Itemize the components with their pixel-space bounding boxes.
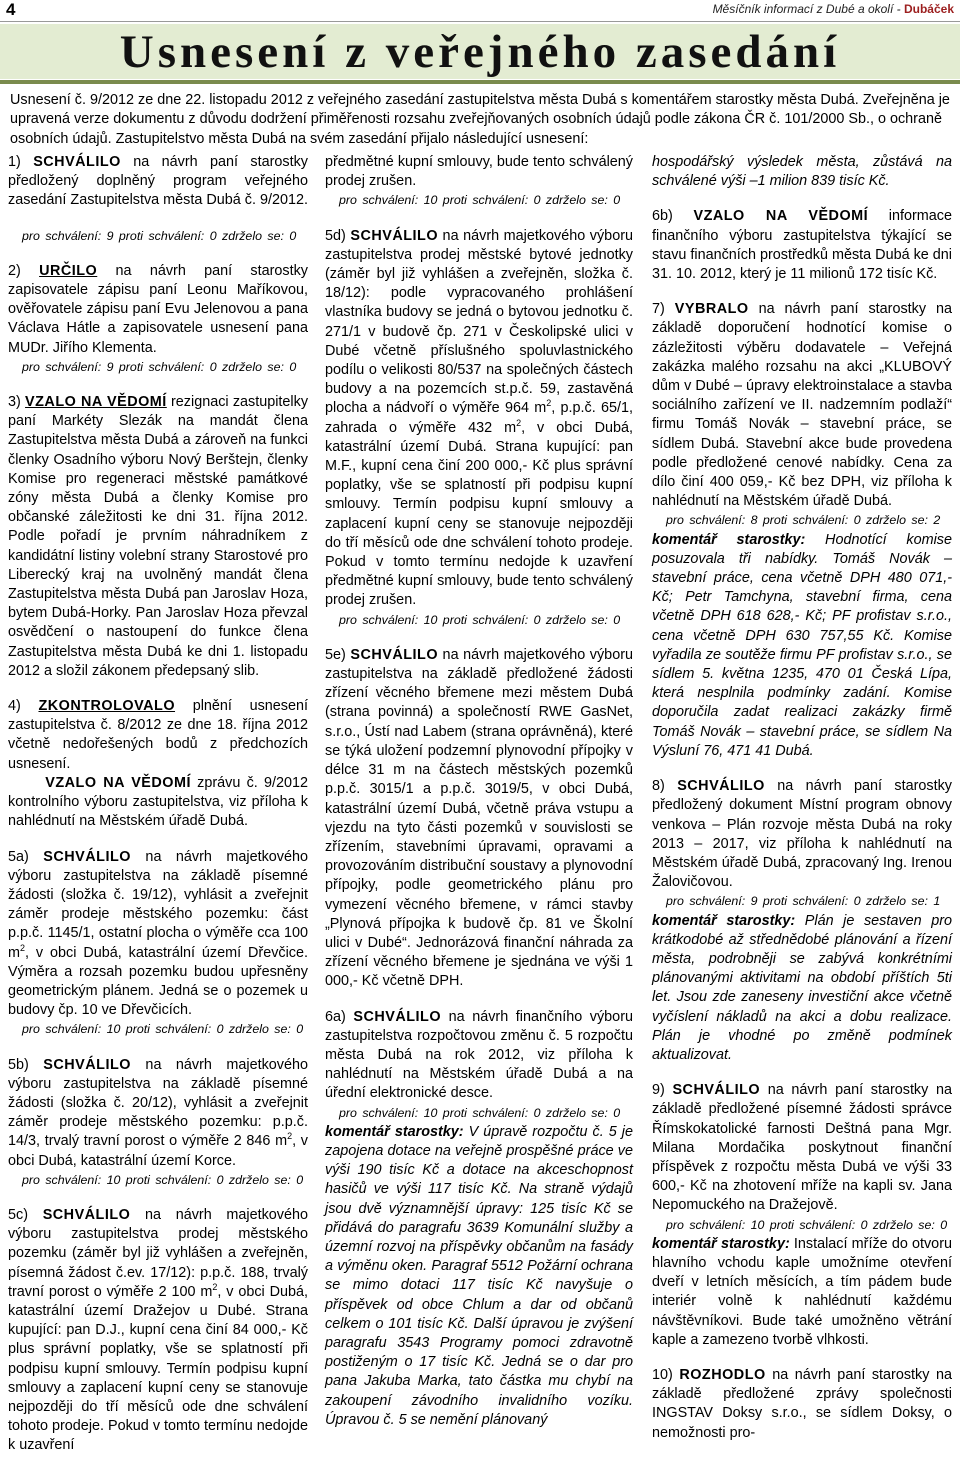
page-number: 4 xyxy=(6,0,16,19)
comment-label: komentář starostky: xyxy=(652,1235,790,1252)
title-underbar xyxy=(0,80,960,84)
resolution-9: 9) SCHVÁLILO na návrh paní starostky na základě předložené písemné žádosti správce Římskokatolické farnosti Deštná pana Mgr. Milana Mordačika poskytnout finanční příspěvek z rozpočtu města Dubá ve výši 33 600,- Kč na zhotovení mříže na kapli sv. Jana Nepomuckého na Dražejově. xyxy=(652,1082,952,1214)
vote-line: pro schválení: 10 proti schválení: 0 zdrželo se: 0 xyxy=(22,1022,304,1037)
resolution-6a: 6a) SCHVÁLILO na návrh finančního výboru zastupitelstva rozpočtovou změnu č. 5 rozpočtu města Dubá na rok 2012, viz příloha k nahlédnutí na Městském úřadě Dubá a na úřední elektronické desce. xyxy=(325,1008,633,1102)
mayor-comment: komentář starostky: V úpravě rozpočtu č. 5 je zapojena dotace na veřejně prospěšné práce ve výši 190 tisíc Kč a dotace na akceschopnost hasičů ve výši 117 tisíc Kč. Na straně výdajů jsou dvě významnější úpravy: 125 tisíc Kč se přidává do paragrafu 3639 Komunální služby a územní rozvoj na příspěvky občanům na fasády a výměnu oken. Paragraf 5512 Požární ochrana se mimo dotaci 117 tisíc Kč navyšuje o příspěvek od obce Chlum a dar od občanů celkem o 101 tisíc Kč. Další úpravou je zvýšení paragrafu 3543 Programy pomoci zdravotně postiženým o 17 tisíc Kč. Jedná se o dar pro pana Jakuba Marka, tato částka mu chybí na zakoupení závodního invalidního vozíku. Úpravou č. 5 se nemění plánovaný xyxy=(325,1123,634,1428)
page-title: Usnesení z veřejného zasedání xyxy=(119,26,841,78)
comment-label: komentář starostky: xyxy=(652,531,806,548)
keyword: SCHVÁLILO xyxy=(677,778,765,795)
header-rule xyxy=(0,21,960,22)
keyword: SCHVÁLILO xyxy=(33,154,121,170)
keyword: VZALO NA VĚDOMÍ xyxy=(25,394,167,411)
resolution-10: 10) ROZHODLO na návrh paní starostky na základě předložené zprávy společnosti INGSTAV Doksy s.r.o., se sídlem Doksy, o nemožnosti pro- xyxy=(652,1366,952,1441)
vote-line: pro schválení: 9 proti schválení: 0 zdrželo se: 0 xyxy=(22,228,297,243)
resolution-3: 3) VZALO NA VĚDOMÍ rezignaci zastupitelky paní Markéty Slezák na mandát člena Zastupitelstva města Dubá a zároveň na funkci členky Osadního výboru Nový Berštejn, členky Komise pro regeneraci městské památkové zóny města Dubá a členky Komise pro občanské záležitosti ke dni 31. října 2012. Podle pořadí je prvním náhradníkem z kandidátní listiny volební strany Starostové pro Liberecký kraj na uvolněný mandát člena Zastupitelstva města Dubá pan Jaroslav Hoza, bytem Dubá-Horky. Pan Jaroslav Hoza převzal osvědčení o nastoupení do funkce člena Zastupitelstva města Dubá ke dni 1. listopadu 2012 a složil zákonem předepsaný slib. xyxy=(8,394,309,679)
keyword: SCHVÁLILO xyxy=(350,227,439,244)
resolution-5c: 5c) SCHVÁLILO na návrh majetkového výboru zastupitelstva prodej městského pozemku (záměr byl již vyhlášen a zveřejněn, písemná žádost č.ev. 17/12): p.p.č. 188, trvalý travní porost o výměře 2 100 $m^2$, v obci Dubá, katastrální území Dražejov u Dubé. Strana kupující: pan D.J., kupní cena činí 84 000,- Kč plus správní poplatky, vše se splatností při podpisu kupní smlouvy. Termín podpisu kupní smlouvy a zaplacení kupní ceny se stanovuje nejpozději do tří měsíců ode dne schválení tohoto prodeje. Pokud v tomto termínu nedojde k uzavření xyxy=(8,1206,308,1454)
vote-line: pro schválení: 9 proti schválení: 0 zdrželo se: 1 xyxy=(666,894,941,909)
continuation-5c: předmětné kupní smlouvy, bude tento schválený prodej zrušen. xyxy=(325,154,633,190)
mayor-comment: komentář starostky: Plán je sestaven pro krátkodobé až střednědobé plánování a řízení města, podrobněji se zabývá konkrétními plánovanými aktivitami na období příštích 5ti let. Jsou zde zaneseny investiční akce včetně vyčíslení nákladů na akci a dobu realizace. Plán je vhodné po změně podmínek aktualizovat. xyxy=(652,912,952,1063)
vote-line: pro schválení: 9 proti schválení: 0 zdrželo se: 0 xyxy=(22,359,297,374)
resolution-8: 8) SCHVÁLILO na návrh paní starostky předložený dokument Místní program obnovy venkova – Plán rozvoje města Dubá na roky 2013 – 2017, viz příloha k nahlédnutí na Městském úřadě Dubá, zpracovaný Ing. Irenou Žalovičovou. xyxy=(652,778,952,891)
magazine-brand: Dubáček xyxy=(903,2,954,16)
keyword: SCHVÁLILO xyxy=(42,1206,131,1223)
resolution-5b: 5b) SCHVÁLILO na návrh majetkového výboru zastupitelstva na základě písemné žádosti (složka č. 20/12), vyhlásit a zveřejnit záměr prodeje městského pozemku: p.p.č. 14/3, trvalý travní porost o výměře 2 846 $m^2$, v obci Dubá, katastrální území Korce. xyxy=(8,1056,308,1169)
column-2 xyxy=(325,153,633,1446)
keyword: SCHVÁLILO xyxy=(350,646,439,663)
vote-line: pro schválení: 10 proti schválení: 0 zdrželo se: 0 xyxy=(339,193,621,208)
keyword: SCHVÁLILO xyxy=(43,1056,131,1073)
keyword: VZALO NA VĚDOMÍ xyxy=(693,208,869,225)
keyword: VYBRALO xyxy=(674,301,749,318)
resolution-4: 4) ZKONTROLOVALO plnění usnesení zastupitelstva č. 8/2012 ze dne 18. října 2012 včetně nedořešených bodů z předchozích usnesení. VZALO NA VĚDOMÍ zprávu č. 9/2012 kontrolního výboru zastupitelstva, viz příloha k nahlédnutí na Městském úřadě Dubá. xyxy=(8,698,308,830)
page-header xyxy=(0,0,960,22)
resolution-5d: 5d) SCHVÁLILO na návrh majetkového výboru zastupitelstva prodej městské bytové jednotky (záměr byl již vyhlášen a zveřejněn, složka č. 18/12): podle vypracovaného prohlášení vlastníka budovy se jedná o bytovou jednotku č. 271/1 v budově čp. 271 v Českolipské ulici v Dubé včetně příslušného spoluvlastnického podílu o velikosti 80/537 na společných částech budovy a na pozemcích st.p.č. 59, zastavěná plocha a nádvoří o výměře 964 $m^2$, p.p.č. 65/1, zahrada o výměře 432 $m^2$, v obci Dubá, katastrální území Dubá. Strana kupující: pan M.F., kupní cena činí 200 000,- Kč plus správní poplatky, vše se splatností při podpisu kupní smlouvy. Termín podpisu kupní smlouvy a zaplacení kupní ceny se stanovuje nejpozději do tří měsíců ode dne schválení tohoto prodeje. Pokud v tomto termínu nedojde k uzavření předmětné kupní smlouvy, bude tento schválený prodej zrušen. xyxy=(325,227,633,609)
resolution-5e: 5e) SCHVÁLILO na návrh majetkového výboru zastupitelstva na základě předložené žádosti zřízení věcného břemene mezi městem Dubá (strana povinná) a společností RWE GasNet, s.r.o., Ústí nad Labem (strana oprávněná), které se týká uložení podzemní plynovodní přípojky v délce 31 m na částech městských pozemků p.p.č. 3015/1 a p.p.č. 3019/5, v obci Dubá, katastrální území Dubá, včetně práva vstupu a vjezdu na tyto části pozemků v souvislosti se zřízením, stavebními úpravami, opravami a provozováním distribuční soustavy a plynovodní přípojky, podle geometrického plánu pro vymezení věcného břemene, v rámci stavby „Plynová přípojka k budově čp. 81 ve Školní ulici v Dubé“. Jednorázová finanční náhrada za zřízení věcného břemene je sjednána ve výši 1 000,- Kč včetně DPH. xyxy=(325,646,633,990)
vote-line: pro schválení: 8 proti schválení: 0 zdrželo se: 2 xyxy=(666,513,941,528)
vote-line: pro schválení: 10 proti schválení: 0 zdrželo se: 0 xyxy=(666,1217,948,1232)
resolution-5a: 5a) SCHVÁLILO na návrh majetkového výboru zastupitelstva na základě písemné žádosti (složka č. 19/12), vyhlásit a zveřejnit záměr prodeje městského pozemku: část p.p.č. 1145/1, ostatní plocha o výměře cca 100 $m^2$, v obci Dubá, katastrální území Dřevčice. Výměra a rozsah pozemku budou upřesněny geometrickým plánem. Jedná se o pozemek u budovy čp. 10 ve Dřevčicích. xyxy=(8,848,308,1019)
intro-text: Usnesení č. 9/2012 ze dne 22. listopadu 2012 z veřejného zasedání zastupitelstva města Dubá s komentářem starostky města Dubá. Zveřejněna je upravená verze dokumentu z důvodu dodržení přiměřenosti rozsahu zveřejňovaných osobních údajů podle zákona ČR č. 101/2000 Sb., o ochraně osobních údajů. Zastupitelstvo města Dubá na svém zasedání přijalo následující usnesení: xyxy=(10,92,950,147)
keyword: SCHVÁLILO xyxy=(672,1082,761,1099)
vote-line: pro schválení: 10 proti schválení: 0 zdrželo se: 0 xyxy=(339,1105,621,1120)
magazine-name xyxy=(713,2,954,16)
vote-line: pro schválení: 10 proti schválení: 0 zdrželo se: 0 xyxy=(339,612,621,627)
comment-label: komentář starostky: xyxy=(325,1123,464,1140)
keyword: ZKONTROLOVALO xyxy=(38,698,176,715)
mayor-comment: komentář starostky: Instalací mříže do otvoru hlavního vchodu kaple umožníme otevření dveří v letních měsících, a tím pádem bude interiér volně k nahlédnutí každému návštěvníkovi. Bude také umožněno větrání kaple a zamezeno tvorbě vlhkosti. xyxy=(652,1235,952,1348)
resolution-7: 7) VYBRALO na návrh paní starostky na základě doporučení hodnotící komise o zázležitosti výběru dodavatele – Veřejná zakázka malého rozsahu na akci „KLUBOVÝ dům v Dubé – úpravy elektroinstalace a stavba sociálního zařízení ve II. nadzemním podlaží“ firmu Tomáš Novák – stavební práce, se sídlem Dubá. Stavební akce bude provedena podle předložené cenové nabídky. Cena za dílo činí 400 059,- Kč bez DPH, viz příloha k nahlédnutí na Městském úřadě Dubá. xyxy=(652,301,953,510)
continuation-comment: hospodářský výsledek města, zůstává na schválené výši –1 milion 839 tisíc Kč. xyxy=(652,154,952,190)
mayor-comment: komentář starostky: Hodnotící komise posuzovala tři nabídky. Tomáš Novák – stavební práce, cena včetně DPH 480 071,- Kč; Petr Tamchyna, stavební firma, cena včetně DPH 618 628,- Kč; PF profistav s.r.o., cena včetně DPH 630 757,55 Kč. Komise vyřadila ze soutěže firmu PF profistav s.r.o., se sídlem 5. května 1235, 470 01 Česká Lípa, která nesplnila podmínky zadání. Komise doporučila zadat realizaci zakázky firmě Tomáš Novák – stavební práce, se sídlem Na Výsluní 76, 471 41 Dubá. xyxy=(652,531,952,759)
comment-label: komentář starostky: xyxy=(652,912,796,929)
column-1 xyxy=(8,153,308,1456)
keyword: SCHVÁLILO xyxy=(353,1008,442,1025)
resolution-6b: 6b) VZALO NA VĚDOMÍ informace finančního výboru zastupitelstva týkající se stavu finančních prostředků města Dubá ke dni 31. 10. 2012, který je 11 milionů 172 tisíc Kč. xyxy=(652,208,952,283)
resolution-1: 1) SCHVÁLILO na návrh paní starostky předložený doplněný program veřejného zasedání Zastupitelstva města Dubá č. 9/2012. xyxy=(8,154,308,209)
resolution-2: 2) URČILO na návrh paní starostky zapisovatele zápisu paní Leonu Maříkovou, ověřovatele zápisu paní Evu Jelenovou a pana Václava Hátle a zapisovatele usnesení pana MUDr. Jiřího Klementa. xyxy=(8,262,308,356)
column-3 xyxy=(652,153,952,1459)
vote-line: pro schválení: 10 proti schválení: 0 zdrželo se: 0 xyxy=(22,1172,304,1187)
magazine-subtitle: Měsíčník informací z Dubé a okolí - xyxy=(712,2,904,16)
keyword: SCHVÁLILO xyxy=(43,848,131,865)
keyword: URČILO xyxy=(39,262,98,279)
keyword: VZALO NA VĚDOMÍ xyxy=(45,774,191,791)
keyword: ROZHODLO xyxy=(679,1366,766,1383)
